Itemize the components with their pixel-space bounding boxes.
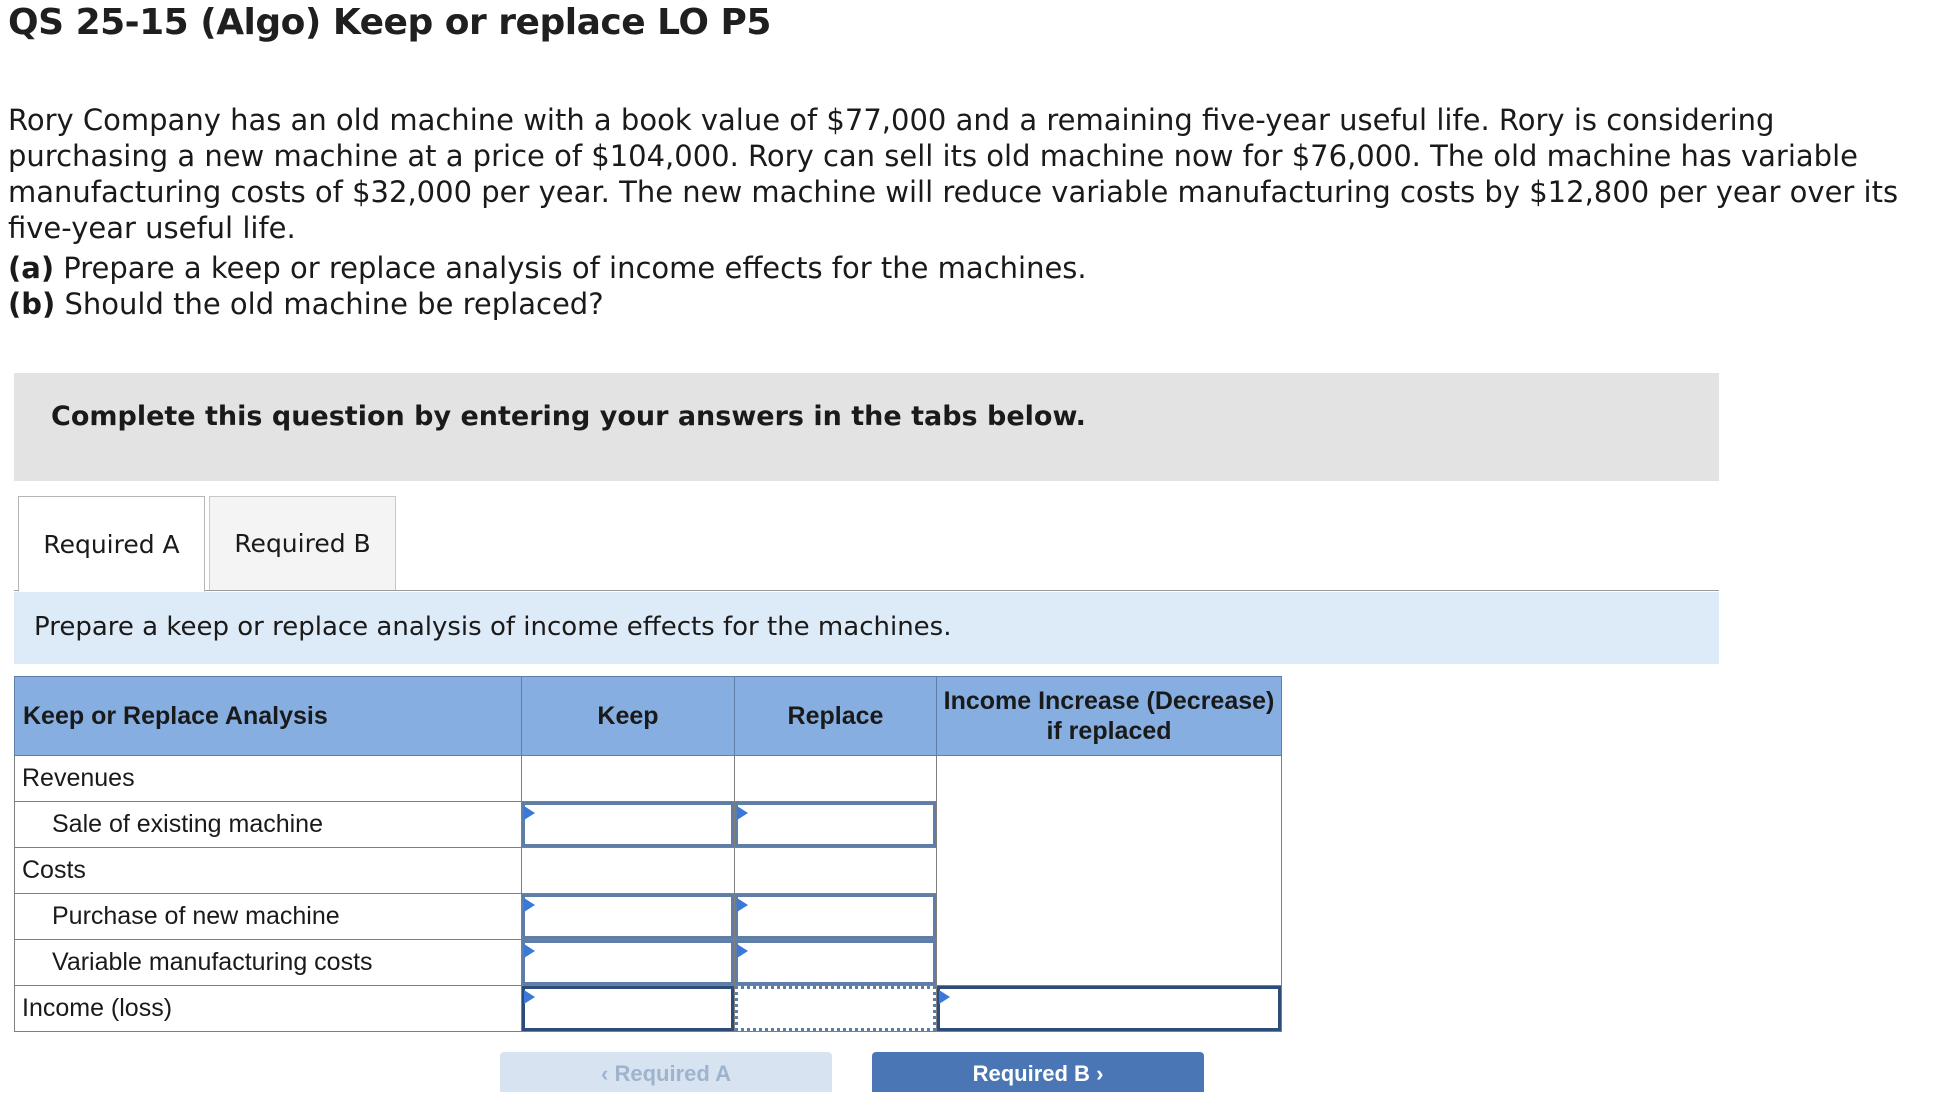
empty-cell <box>735 848 937 894</box>
chevron-right-icon: › <box>1089 1061 1104 1086</box>
part-a <box>8 250 1087 286</box>
header-analysis: Keep or Replace Analysis <box>15 677 522 756</box>
chevron-left-icon: ‹ <box>601 1061 615 1086</box>
requirement-prompt: Prepare a keep or replace analysis of income effects for the machines. <box>34 612 952 642</box>
tab-divider <box>14 590 1719 591</box>
keep-or-replace-table <box>14 676 1282 1032</box>
instruction-text: Complete this question by entering your answers in the tabs below. <box>51 401 1086 432</box>
row-label: Sale of existing machine <box>15 802 522 848</box>
income-replace-input[interactable] <box>735 986 936 1031</box>
income-replace-cell <box>735 986 937 1032</box>
part-b-text: Should the old machine be replaced? <box>55 287 604 321</box>
next-tab-button[interactable] <box>872 1052 1204 1092</box>
row-label: Purchase of new machine <box>15 894 522 940</box>
next-tab-label: Required B <box>972 1061 1090 1086</box>
header-keep: Keep <box>522 677 735 756</box>
tab-required-b[interactable]: Required B <box>209 496 396 591</box>
previous-tab-button[interactable] <box>500 1052 832 1092</box>
variable-keep-cell <box>522 940 735 986</box>
empty-cell <box>522 756 735 802</box>
table-row <box>15 986 1282 1032</box>
empty-cell <box>937 756 1282 986</box>
problem-statement: Rory Company has an old machine with a book value of $77,000 and a remaining five-year useful life. Rory is considering purchasing a new machine at a price of $104,000. Rory can sell its old machine now for $76,000. The old machine has variable manufacturing costs of $32,000 per year. The new machine will reduce variable manufacturing costs by $12,800 per year over its five-year useful life. <box>8 103 1899 245</box>
sale-keep-cell <box>522 802 735 848</box>
purchase-keep-cell <box>522 894 735 940</box>
table-header-row <box>15 677 1282 756</box>
empty-cell <box>522 848 735 894</box>
purchase-replace-input[interactable] <box>735 894 936 939</box>
tab-required-a[interactable]: Required A <box>18 496 205 592</box>
income-change-input[interactable] <box>937 986 1281 1031</box>
part-a-text: Prepare a keep or replace analysis of income effects for the machines. <box>54 251 1087 285</box>
requirement-prompt-banner <box>14 592 1719 664</box>
page-title: QS 25-15 (Algo) Keep or replace LO P5 <box>8 2 771 43</box>
sale-replace-cell <box>735 802 937 848</box>
row-label: Revenues <box>15 756 522 802</box>
previous-tab-label: Required A <box>614 1061 731 1086</box>
sale-replace-input[interactable] <box>735 802 936 847</box>
variable-replace-cell <box>735 940 937 986</box>
instruction-banner <box>14 373 1719 481</box>
header-income-change: Income Increase (Decrease) if replaced <box>937 677 1282 756</box>
income-keep-cell <box>522 986 735 1032</box>
table-row <box>15 756 1282 802</box>
purchase-replace-cell <box>735 894 937 940</box>
income-change-cell <box>937 986 1282 1032</box>
row-label: Costs <box>15 848 522 894</box>
part-a-label: (a) <box>8 251 55 285</box>
row-label: Variable manufacturing costs <box>15 940 522 986</box>
row-label: Income (loss) <box>15 986 522 1032</box>
sale-keep-input[interactable] <box>522 802 734 847</box>
income-keep-input[interactable] <box>522 986 734 1031</box>
variable-replace-input[interactable] <box>735 940 936 985</box>
empty-cell <box>735 756 937 802</box>
part-b-label: (b) <box>8 287 56 321</box>
part-b <box>8 286 1087 322</box>
header-replace: Replace <box>735 677 937 756</box>
question-parts <box>8 250 1087 322</box>
purchase-keep-input[interactable] <box>522 894 734 939</box>
variable-keep-input[interactable] <box>522 940 734 985</box>
